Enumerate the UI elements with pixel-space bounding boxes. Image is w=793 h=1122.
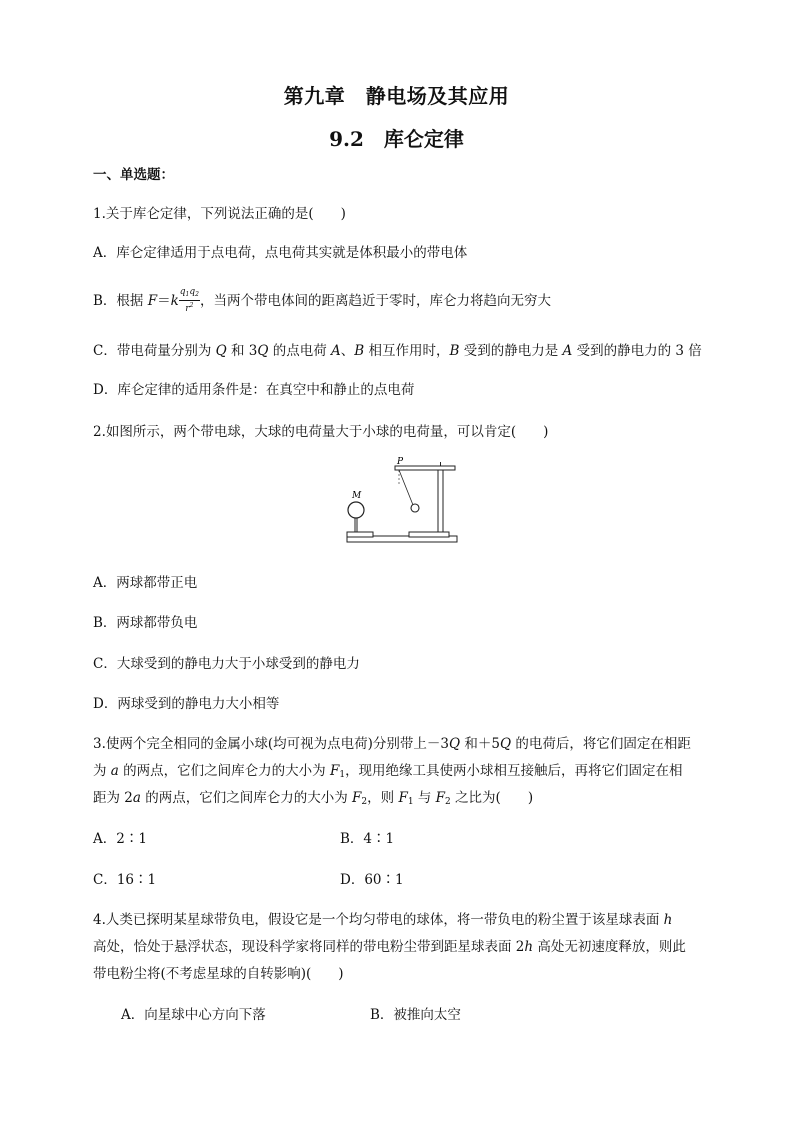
formula-eq: ＝ <box>157 293 171 309</box>
q4-stem-line-2 <box>93 935 686 955</box>
var-a: a <box>110 763 119 779</box>
q2-apparatus-figure <box>335 448 465 548</box>
var-h: h <box>663 912 673 928</box>
q2-option-d: D．两球受到的静电力大小相等 <box>93 696 280 712</box>
var-f: F <box>435 790 446 806</box>
section-title: 9.2 库仑定律 <box>329 127 464 151</box>
q1-c-text: 和 3 <box>226 343 258 359</box>
q1-c-text: C．带电荷量分别为 <box>93 343 216 359</box>
var-b: B <box>354 343 365 359</box>
subscript: 2 <box>361 797 368 807</box>
var-a: A <box>331 343 341 359</box>
q4-text: 高处无初速度释放，则此 <box>533 939 686 955</box>
var-q: Q <box>449 736 461 752</box>
q1-c-text: 相互作用时， <box>364 343 450 359</box>
q3-stem-line-1 <box>93 732 691 752</box>
q1-option-b <box>93 287 551 314</box>
q4-text: 4.人类已探明某星球带负电，假设它是一个均匀带电的球体，将一带负电的粉尘置于该星球表面 <box>93 912 664 928</box>
var-h: h <box>524 939 534 955</box>
var-q: Q <box>257 343 269 359</box>
q4-option-b: B．被推向太空 <box>370 1007 461 1023</box>
q1-option-d: D．库仑定律的适用条件是：在真空中和静止的点电荷 <box>93 382 415 398</box>
q3-text: 之比为( ) <box>450 790 534 806</box>
subscript: 2 <box>445 797 451 807</box>
formula-k: k <box>170 293 179 309</box>
q1-option-a: A．库仑定律适用于点电荷，点电荷其实就是体积最小的带电体 <box>93 245 468 261</box>
label-p: P <box>397 457 404 467</box>
q4-option-a: A．向星球中心方向下落 <box>121 1007 266 1023</box>
q3-text: 与 <box>413 790 436 806</box>
q3-text: 距为 2 <box>93 790 133 806</box>
q1-b-prefix: B．根据 <box>93 293 148 309</box>
q3-text: 的两点，它们之间库仑力的大小为 <box>118 763 330 779</box>
subscript: 1 <box>339 770 346 780</box>
formula-fraction <box>179 287 200 314</box>
q1-stem: 1.关于库仑定律，下列说法正确的是( ) <box>93 206 346 222</box>
q1-b-suffix: ，当两个带电体间的距离趋近于零时，库仑力将趋向无穷大 <box>199 293 551 309</box>
var-q: Q <box>499 736 512 752</box>
var-f: F <box>352 790 362 806</box>
formula-numerator: $q_1q_2$ <box>179 287 200 301</box>
q1-c-text: 的点电荷 <box>268 343 332 359</box>
var-f: F <box>398 790 408 806</box>
q2-option-c: C．大球受到的静电力大于小球受到的静电力 <box>93 656 360 672</box>
q1-c-text: 、 <box>340 343 355 359</box>
q3-stem-line-3 <box>93 786 533 807</box>
subscript: 1 <box>407 797 414 807</box>
q3-option-d: D．60∶1 <box>340 872 404 888</box>
q1-option-c <box>93 339 702 359</box>
var-f: F <box>329 763 340 779</box>
label-m: M <box>352 491 362 501</box>
var-q: Q <box>215 343 227 359</box>
formula-denominator: $r^2$ <box>185 302 194 314</box>
q4-stem-line-3: 带电粉尘将(不考虑星球的自转影响)( ) <box>93 966 344 982</box>
q2-option-a: A．两球都带正电 <box>93 575 198 591</box>
q3-text: ，现用绝缘工具使两小球相互接触后，再将它们固定在相 <box>345 763 683 779</box>
q3-stem-line-2 <box>93 759 683 780</box>
q3-text: 和＋5 <box>460 736 500 752</box>
chapter-title: 第九章 静电场及其应用 <box>283 84 510 108</box>
q2-stem: 2.如图所示，两个带电球，大球的电荷量大于小球的电荷量，可以肯定( ) <box>93 424 549 440</box>
q3-option-c: C．16∶1 <box>93 872 157 888</box>
q3-text: 为 <box>93 763 111 779</box>
q1-c-text: 受到的静电力是 <box>459 343 563 359</box>
q1-c-text: 受到的静电力的 3 倍 <box>572 343 702 359</box>
q3-text: 的两点，它们之间库仑力的大小为 <box>140 790 353 806</box>
q4-stem-line-1 <box>93 908 672 928</box>
var-b: B <box>449 343 460 359</box>
q2-option-b: B．两球都带负电 <box>93 615 198 631</box>
formula-f: F <box>147 293 158 309</box>
q3-text: ，则 <box>367 790 399 806</box>
var-a: A <box>562 343 573 359</box>
q4-text: 高处，恰处于悬浮状态，现设科学家将同样的带电粉尘带到距星球表面 2 <box>93 939 525 955</box>
q3-option-a: A．2∶1 <box>93 831 147 847</box>
var-a: a <box>132 790 141 806</box>
q3-text: 3.使两个完全相同的金属小球(均可视为点电荷)分别带上－3 <box>93 736 450 752</box>
q3-text: 的电荷后，将它们固定在相距 <box>511 736 691 752</box>
q3-option-b: B．4∶1 <box>340 831 395 847</box>
question-type-heading: 一、单选题： <box>93 167 174 183</box>
